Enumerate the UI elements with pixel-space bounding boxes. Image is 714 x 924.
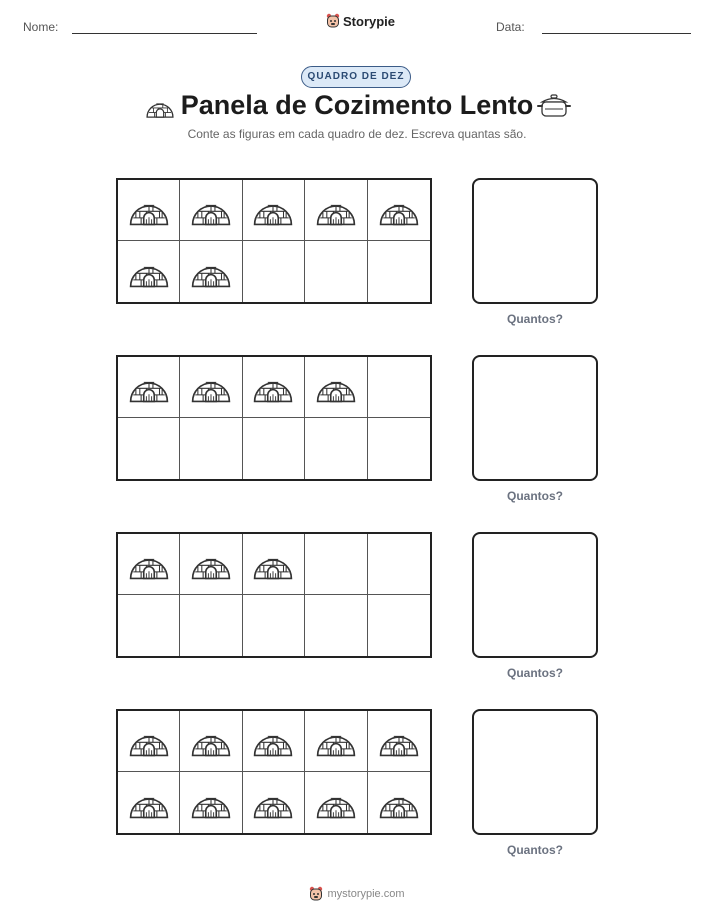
- footer-site: mystorypie.com: [327, 888, 405, 900]
- frame-cell: [118, 418, 180, 479]
- frame-cell: [243, 418, 305, 479]
- frame-cell: [243, 180, 305, 241]
- frame-cell: [118, 241, 180, 302]
- quantos-label-1: Quantos?: [507, 312, 563, 326]
- frame-cell: [368, 418, 430, 479]
- igloo-icon: [252, 785, 294, 821]
- frame-cell: [305, 772, 367, 833]
- igloo-icon: [128, 785, 170, 821]
- frame-cell: [305, 534, 367, 595]
- frame-cell: [180, 418, 242, 479]
- frame-cell: [118, 357, 180, 418]
- frame-cell: [180, 772, 242, 833]
- frame-cell: [180, 595, 242, 656]
- storypie-mascot-icon: [326, 13, 340, 29]
- igloo-icon: [252, 723, 294, 759]
- frame-cell: [305, 180, 367, 241]
- igloo-icon: [378, 785, 420, 821]
- igloo-icon: [190, 546, 232, 582]
- frame-cell: [305, 241, 367, 302]
- ten-frame-1: [116, 178, 432, 304]
- frame-cell: [305, 418, 367, 479]
- answer-box-3[interactable]: [472, 532, 598, 658]
- frame-cell: [243, 772, 305, 833]
- frame-cell: [305, 357, 367, 418]
- date-label: Data:: [496, 20, 525, 34]
- igloo-icon: [190, 192, 232, 228]
- answer-box-1[interactable]: [472, 178, 598, 304]
- igloo-icon: [128, 192, 170, 228]
- storypie-mascot-icon: [309, 886, 323, 902]
- ten-frame-2: [116, 355, 432, 481]
- answer-box-4[interactable]: [472, 709, 598, 835]
- instructions: Conte as figuras em cada quadro de dez. Escreva quantas são.: [187, 127, 527, 141]
- frame-cell: [368, 711, 430, 772]
- igloo-icon: [128, 546, 170, 582]
- answer-box-2[interactable]: [472, 355, 598, 481]
- frame-cell: [180, 534, 242, 595]
- igloo-icon: [252, 192, 294, 228]
- frame-cell: [180, 180, 242, 241]
- frame-cell: [368, 357, 430, 418]
- frame-cell: [368, 180, 430, 241]
- quantos-label-4: Quantos?: [507, 843, 563, 857]
- frame-cell: [368, 595, 430, 656]
- frame-cell: [243, 241, 305, 302]
- frame-cell: [180, 711, 242, 772]
- igloo-icon: [378, 192, 420, 228]
- frame-cell: [118, 595, 180, 656]
- igloo-icon: [252, 546, 294, 582]
- frame-cell: [243, 711, 305, 772]
- igloo-icon: [190, 723, 232, 759]
- name-label: Nome:: [23, 20, 59, 34]
- igloo-icon: [315, 192, 357, 228]
- ten-frame-4: [116, 709, 432, 835]
- igloo-icon: [128, 254, 170, 290]
- frame-cell: [243, 534, 305, 595]
- igloo-icon: [190, 785, 232, 821]
- brand-logo: [326, 13, 395, 29]
- frame-cell: [180, 241, 242, 302]
- frame-cell: [243, 595, 305, 656]
- igloo-icon: [315, 723, 357, 759]
- igloo-icon: [128, 723, 170, 759]
- igloo-icon: [252, 369, 294, 405]
- page-title: Panela de Cozimento Lento: [180, 90, 534, 120]
- igloo-icon: [190, 254, 232, 290]
- frame-cell: [368, 534, 430, 595]
- igloo-icon: [315, 369, 357, 405]
- frame-cell: [368, 772, 430, 833]
- igloo-icon: [315, 785, 357, 821]
- worksheet-type-badge: QUADRO DE DEZ: [301, 66, 411, 88]
- frame-cell: [118, 534, 180, 595]
- date-line[interactable]: [542, 33, 691, 34]
- frame-cell: [118, 711, 180, 772]
- brand-name: Storypie: [343, 13, 396, 29]
- frame-cell: [118, 772, 180, 833]
- ten-frame-3: [116, 532, 432, 658]
- footer: [0, 886, 714, 902]
- igloo-icon: [190, 369, 232, 405]
- name-line[interactable]: [72, 33, 257, 34]
- frame-cell: [243, 357, 305, 418]
- igloo-icon: [128, 369, 170, 405]
- frame-cell: [305, 711, 367, 772]
- frame-cell: [305, 595, 367, 656]
- slow-cooker-icon: [537, 93, 571, 121]
- frame-cell: [368, 241, 430, 302]
- frame-cell: [118, 180, 180, 241]
- quantos-label-2: Quantos?: [507, 489, 563, 503]
- quantos-label-3: Quantos?: [507, 666, 563, 680]
- igloo-icon: [378, 723, 420, 759]
- frame-cell: [180, 357, 242, 418]
